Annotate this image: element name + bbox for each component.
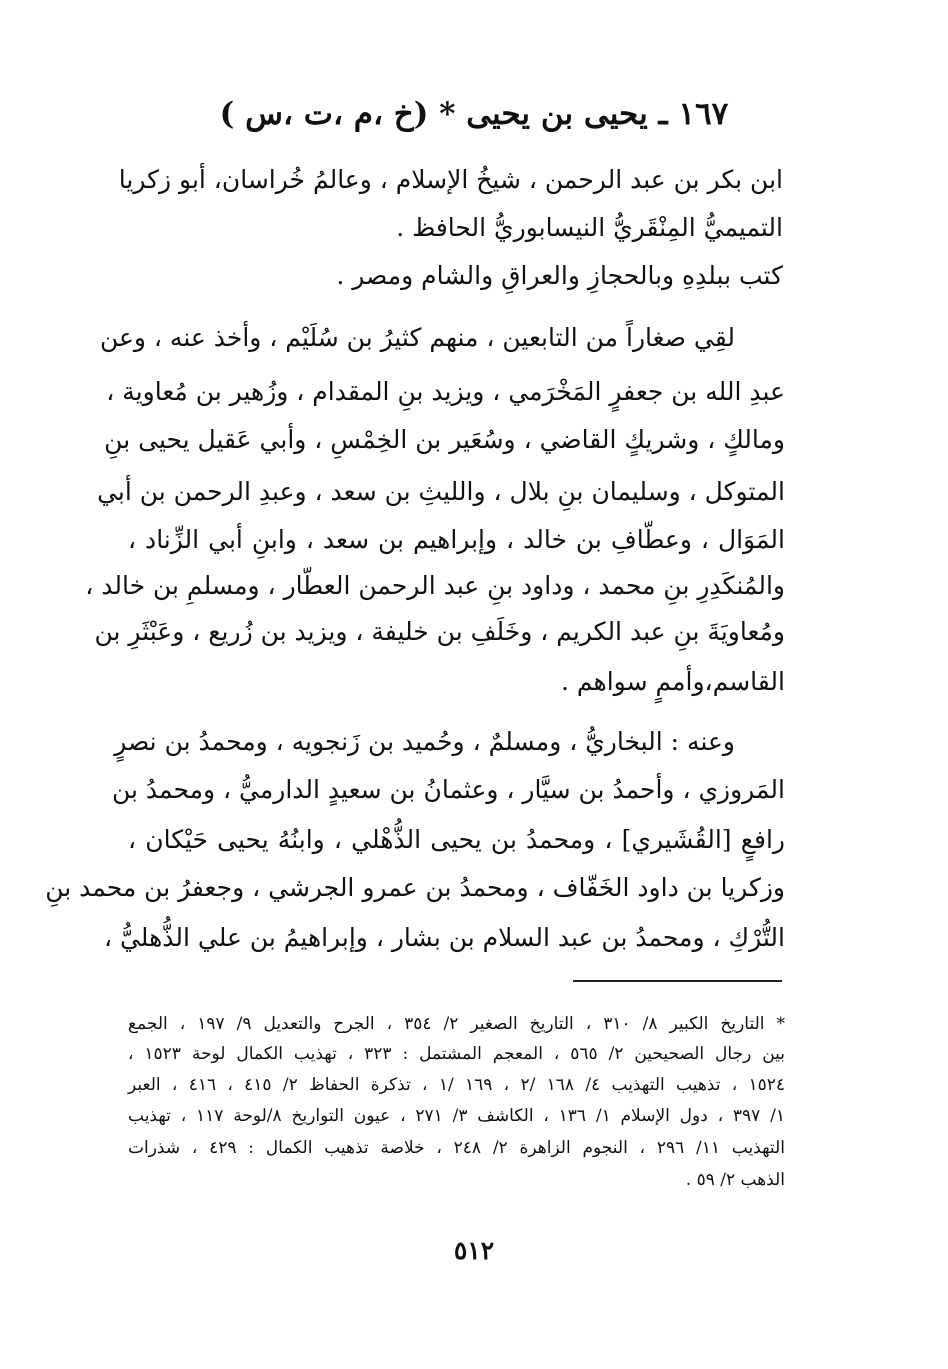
text-line: رافعٍ [القُشَيري] ، ومحمدُ بن يحيى الذُّهْلي ، وابنُهُ يحيى حَيْكان ، <box>128 825 785 854</box>
text-line: وزكريا بن داود الخَفّاف ، ومحمدُ بن عمرو الجرشي ، وجعفرُ بن محمد بنِ <box>45 873 785 902</box>
footnote-line: التهذيب ١١/ ٢٩٦ ، النجوم الزاهرة ٢/ ٢٤٨ ، خلاصة تذهيب الكمال : ٤٢٩ ، شذرات <box>128 1138 785 1158</box>
text-line: ومُعاويَةَ بنِ عبد الكريم ، وخَلَفِ بن خليفة ، ويزيد بن زُريع ، وعَبْثَرِ بن <box>94 617 785 646</box>
text-line: المتوكل ، وسليمان بنِ بلال ، والليثِ بن سعد ، وعبدِ الرحمن بن أبي <box>97 477 785 506</box>
footnote-line: ١/ ٣٩٧ ، دول الإسلام ١/ ١٣٦ ، الكاشف ٣/ ٢٧١ ، عيون التواريخ ٨/لوحة ١١٧ ، تهذيب <box>128 1106 785 1126</box>
text-line: المَروزي ، وأحمدُ بن سيَّار ، وعثمانُ بن سعيدٍ الدارميُّ ، ومحمدُ بن <box>111 775 785 804</box>
entry-heading: ١٦٧ ـ يحيى بن يحيى * (خ ،م ،ت ،س ) <box>219 96 729 132</box>
footnote-line: بين رجال الصحيحين ٢/ ٥٦٥ ، المعجم المشتمل : ٣٢٣ ، تهذيب الكمال لوحة ١٥٢٣ ، <box>128 1044 786 1064</box>
footnote-line: ١٥٢٤ ، تذهيب التهذيب ٤/ ١٦٨ /٢ ، ١٦٩ /١ ، تذكرة الحفاظ ٢/ ٤١٥ ، ٤١٦ ، العبر <box>128 1075 786 1095</box>
text-line: والمُنكَدِرِ بنِ محمد ، وداود بنِ عبد الرحمن العطّار ، ومسلمِ بن خالد ، <box>85 571 785 600</box>
footnote-separator <box>573 980 782 982</box>
text-line: عبدِ الله بن جعفرٍ المَخْرَمي ، ويزيد بنِ المقدام ، وزُهير بن مُعاوية ، <box>106 377 785 406</box>
text-line: ومالكٍ ، وشريكٍ القاضي ، وسُعَير بن الخِمْسِ ، وأبي عَقيل يحيى بنِ <box>104 425 785 454</box>
text-line: المَوَال ، وعطّافِ بن خالد ، وإبراهيم بن سعد ، وابنِ أبي الزِّناد ، <box>128 525 785 554</box>
text-line: لقِي صغاراً من التابعين ، منهم كثيرُ بن سُلَيْم ، وأخذ عنه ، وعن <box>99 323 735 352</box>
page-number: ٥١٢ <box>453 1236 495 1265</box>
text-line: كتب ببلدِهِ وبالحجازِ والعراقِ والشام ومصر . <box>336 261 783 290</box>
footnote-line: * التاريخ الكبير ٨/ ٣١٠ ، التاريخ الصغير ٢/ ٣٥٤ ، الجرح والتعديل ٩/ ١٩٧ ، الجمع <box>128 1014 785 1034</box>
text-line: التُّرْكِ ، ومحمدُ بن عبد السلام بن بشار ، وإبراهيمُ بن علي الذُّهليُّ ، <box>103 923 785 952</box>
text-line: التميميُّ المِنْقَريُّ النيسابوريُّ الحافظ . <box>396 213 783 242</box>
text-line: وعنه : البخاريُّ ، ومسلمٌ ، وحُميد بن زَنجويه ، ومحمدُ بن نصرٍ <box>114 727 735 756</box>
text-line: القاسم،وأممٍ سواهم . <box>561 667 785 696</box>
text-line: ابن بكر بن عبد الرحمن ، شيخُ الإسلام ، وعالمُ خُراسان، أبو زكريا <box>118 165 783 194</box>
footnote-line: الذهب ٢/ ٥٩ . <box>685 1170 785 1190</box>
